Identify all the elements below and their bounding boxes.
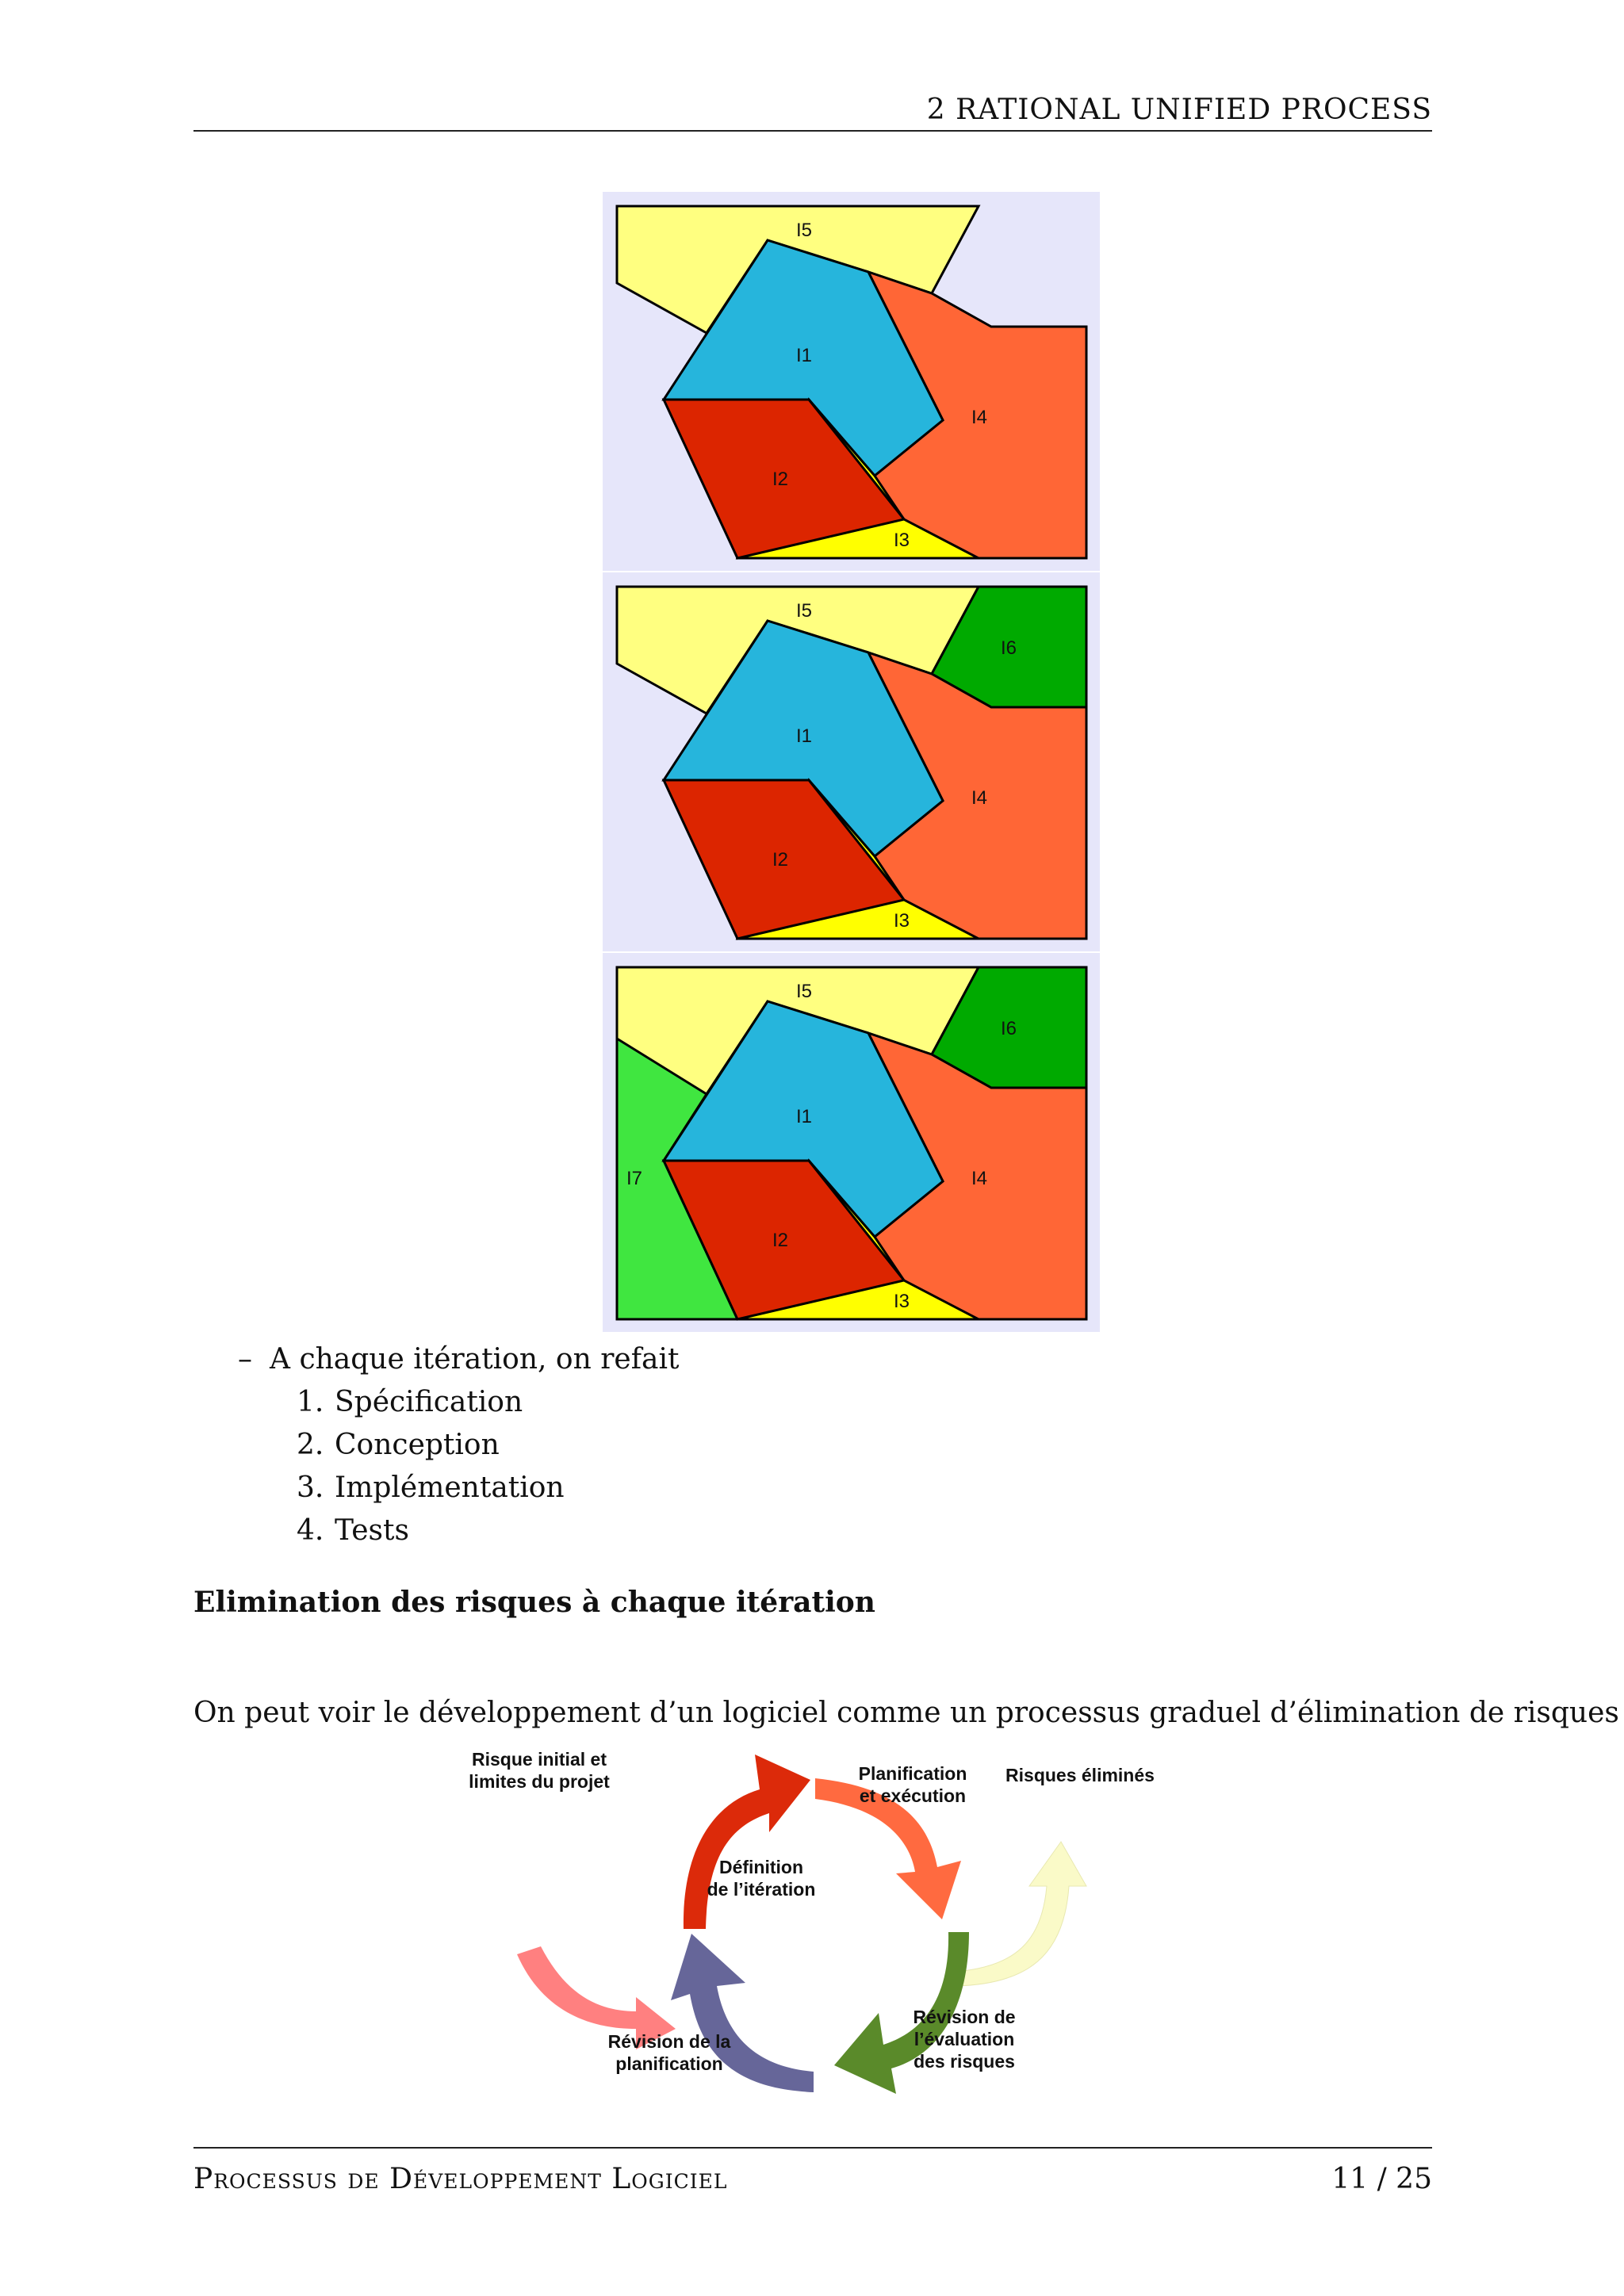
label-i7: I7 <box>626 1168 643 1189</box>
svg-text:Définition: Définition <box>718 1857 804 1877</box>
section-heading: Elimination des risques à chaque itération <box>193 1586 875 1619</box>
svg-text:Révision de: Révision de <box>913 2007 1016 2027</box>
label-i6: I6 <box>1001 637 1017 659</box>
list-item-text: Conception <box>335 1429 500 1461</box>
label-i2: I2 <box>772 469 789 490</box>
label-definition <box>707 1857 816 1900</box>
iteration-figure-panel-2 <box>603 572 1100 951</box>
list-item-number: 2. <box>297 1429 324 1461</box>
label-i6: I6 <box>1001 1018 1017 1039</box>
svg-text:Planification: Planification <box>858 1763 967 1784</box>
iteration-list <box>238 1338 680 1552</box>
list-item <box>238 1467 680 1510</box>
list-item-number: 3. <box>297 1471 324 1504</box>
iteration-figure-panel-3 <box>603 953 1100 1332</box>
bullet-dash: – <box>238 1343 252 1376</box>
label-i1: I1 <box>796 345 813 366</box>
page-footer <box>193 2147 1432 2196</box>
svg-text:l’évaluation: l’évaluation <box>914 2029 1015 2049</box>
label-i3: I3 <box>894 530 910 551</box>
list-item-number: 1. <box>297 1386 324 1418</box>
label-i5: I5 <box>796 600 813 622</box>
label-i1: I1 <box>796 725 813 747</box>
label-i2: I2 <box>772 849 789 871</box>
label-i3: I3 <box>894 910 910 932</box>
label-revision-planification <box>608 2031 731 2074</box>
label-i4: I4 <box>971 787 988 809</box>
svg-text:Révision de la: Révision de la <box>607 2031 731 2052</box>
iteration-figure-panel-1 <box>603 192 1100 571</box>
svg-text:et exécution: et exécution <box>859 1785 967 1806</box>
list-item-text: Implémentation <box>335 1471 565 1504</box>
label-i4: I4 <box>971 1168 988 1189</box>
label-i4: I4 <box>971 407 988 428</box>
risk-cycle-diagram <box>444 1740 1158 2121</box>
outgoing-risk-arrow <box>955 1842 1086 1986</box>
page-number: 11 / 25 <box>1331 2163 1432 2195</box>
label-i5: I5 <box>796 220 813 241</box>
list-item-text: Tests <box>335 1514 409 1547</box>
svg-text:de l’itération: de l’itération <box>707 1879 816 1900</box>
page-header <box>193 89 1432 132</box>
label-planification <box>859 1763 967 1806</box>
svg-text:Risques éliminés: Risques éliminés <box>1005 1765 1155 1785</box>
list-item <box>238 1381 680 1424</box>
numbered-list <box>238 1381 680 1552</box>
header-title: 2 RATIONAL UNIFIED PROCESS <box>926 94 1432 126</box>
label-risques-elimines <box>1005 1765 1155 1785</box>
bullet-item <box>238 1338 680 1381</box>
list-item <box>238 1424 680 1467</box>
label-risque-initial <box>469 1749 610 1792</box>
footer-title: Processus de Développement Logiciel <box>193 2163 728 2195</box>
bullet-text: A chaque itération, on refait <box>270 1343 680 1376</box>
svg-text:des risques: des risques <box>914 2051 1015 2072</box>
label-i1: I1 <box>796 1106 813 1127</box>
svg-text:limites du projet: limites du projet <box>469 1771 610 1792</box>
label-i5: I5 <box>796 981 813 1002</box>
definition-arrow <box>684 1755 810 1929</box>
list-item-text: Spécification <box>335 1386 523 1418</box>
svg-text:planification: planification <box>615 2053 723 2074</box>
body-paragraph: On peut voir le développement d’un logiciel comme un processus graduel d’élimination de risques <box>193 1697 1619 1729</box>
label-i3: I3 <box>894 1291 910 1312</box>
label-i2: I2 <box>772 1230 789 1251</box>
label-revision-evaluation <box>913 2007 1015 2072</box>
svg-text:Risque initial et: Risque initial et <box>472 1749 607 1770</box>
list-item <box>238 1510 680 1552</box>
list-item-number: 4. <box>297 1514 324 1547</box>
